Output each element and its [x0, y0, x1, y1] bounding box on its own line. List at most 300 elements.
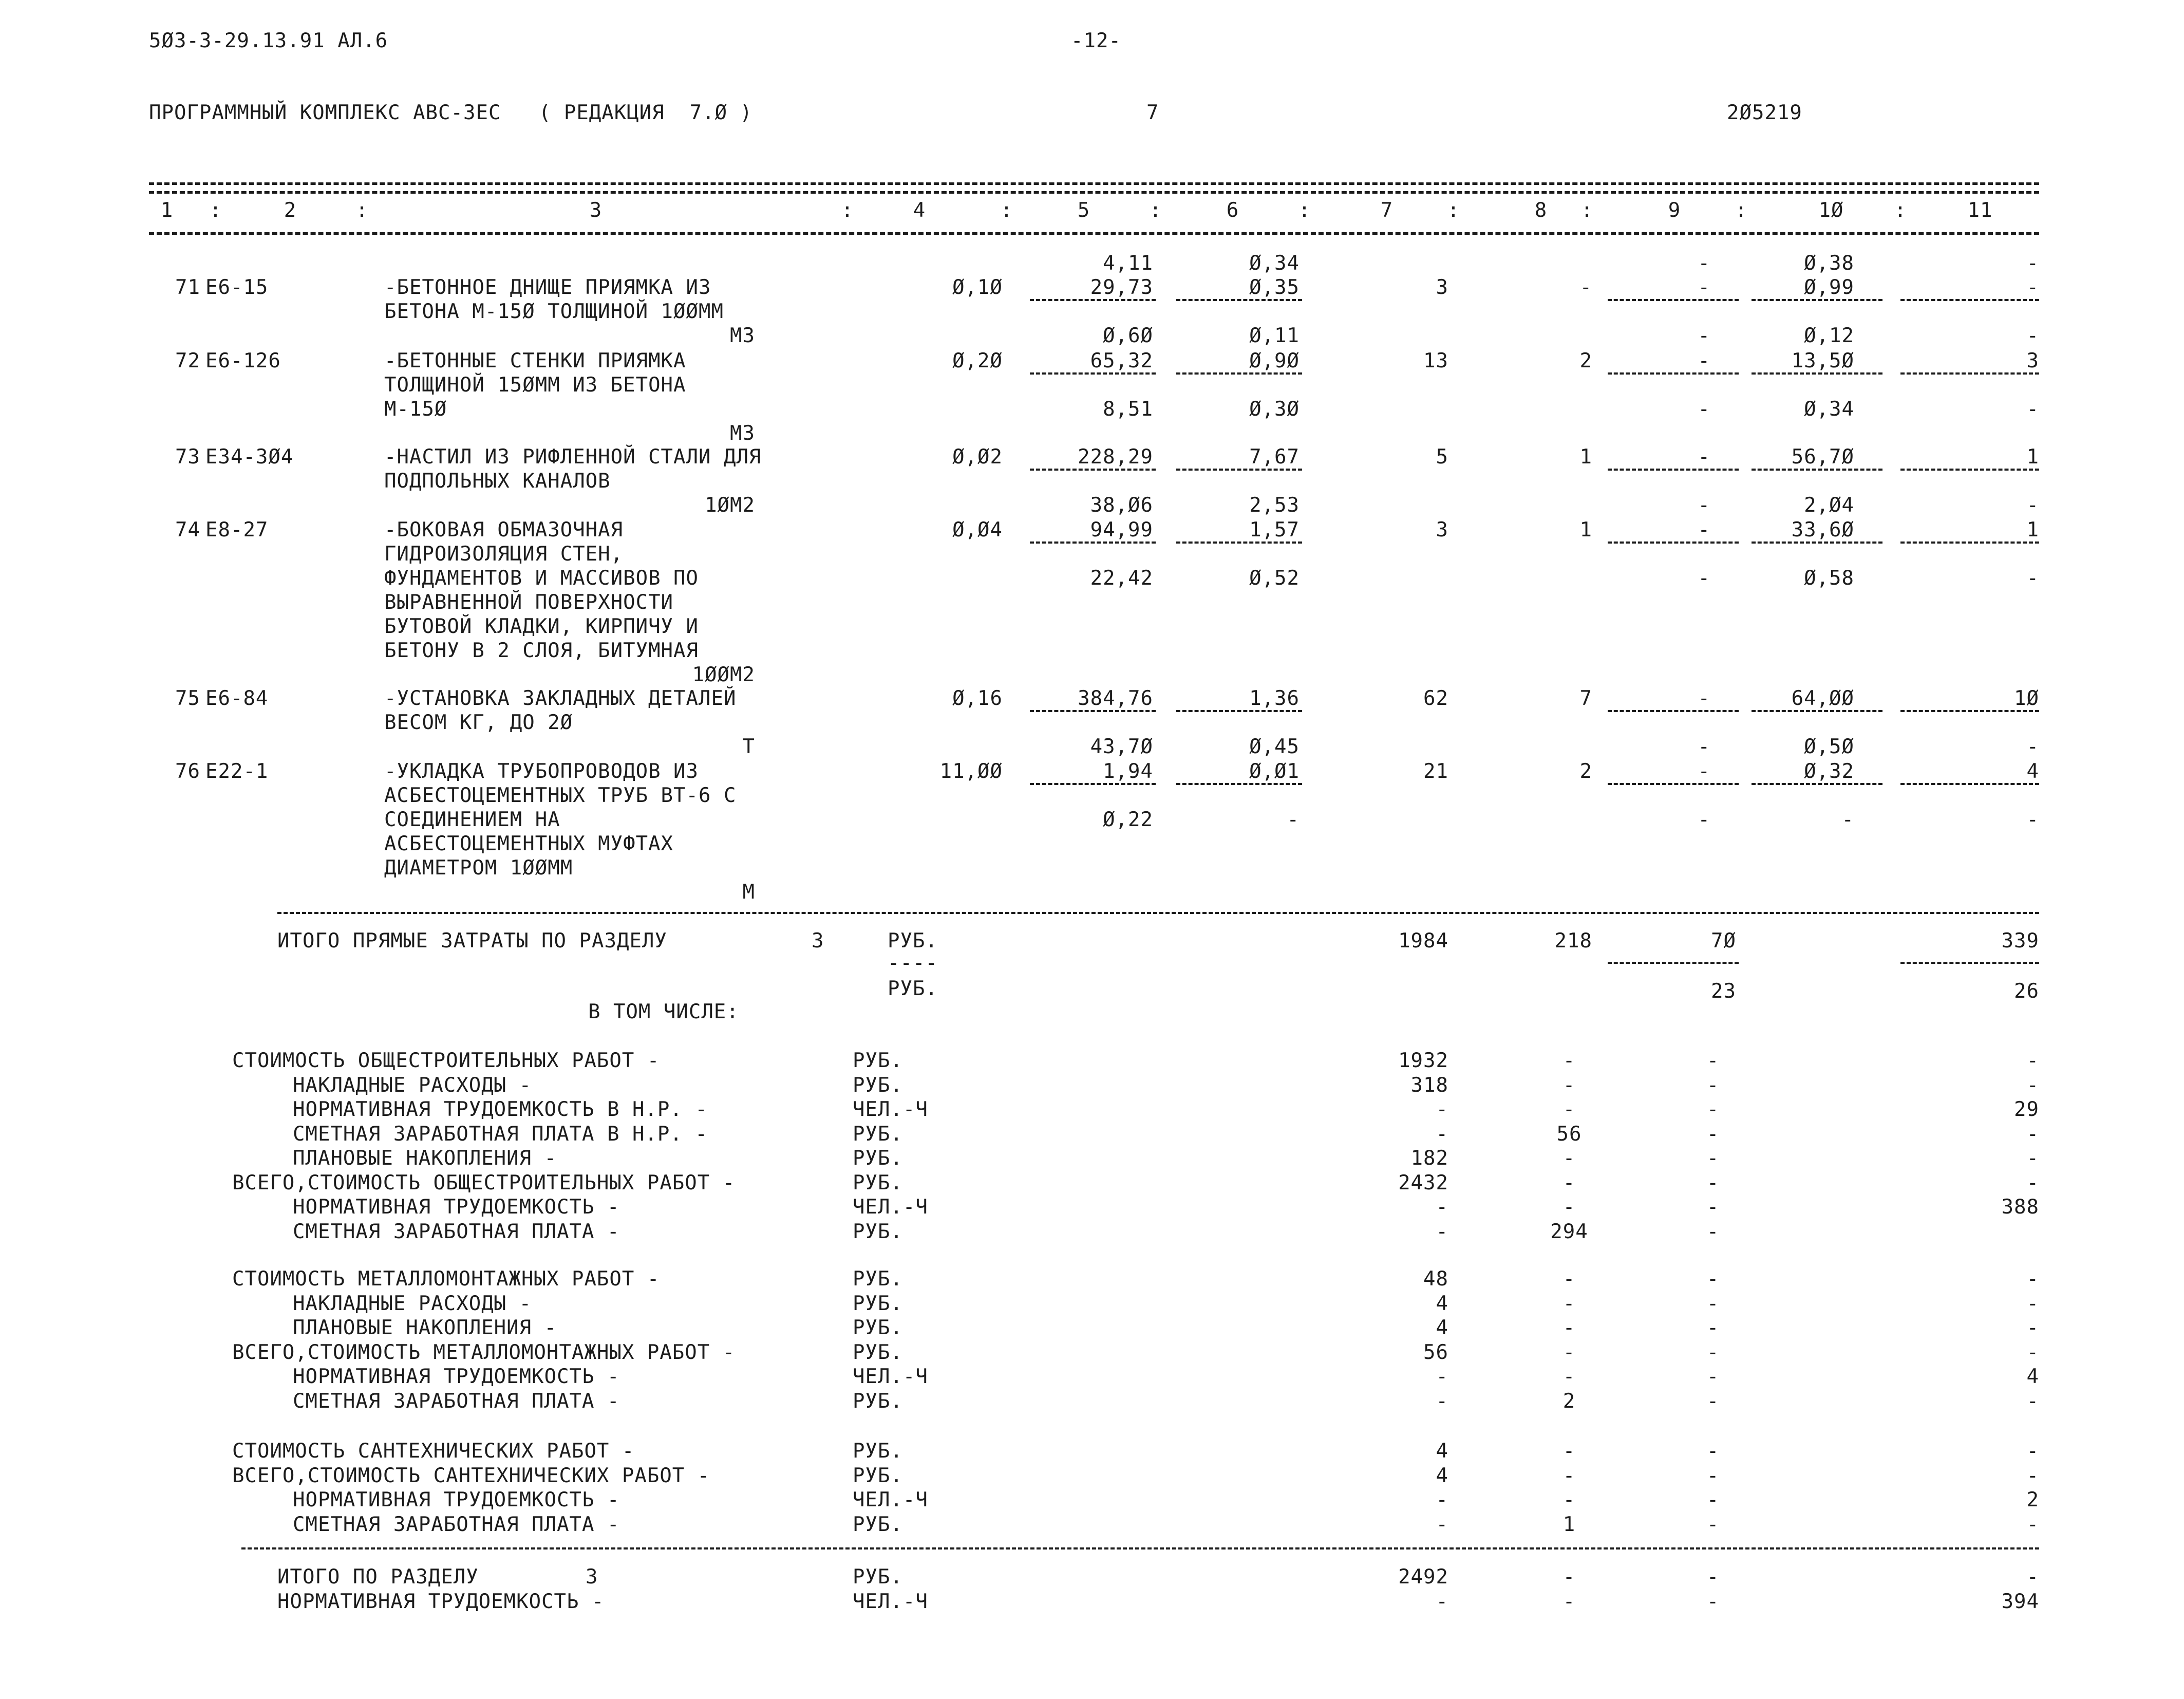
summary-col7: - — [1436, 1098, 1448, 1121]
item-71-code: Е6-15 — [205, 276, 269, 299]
summary-label: ПЛАНОВЫЕ НАКОПЛЕНИЯ - — [293, 1316, 557, 1339]
direct-total-col9-bottom: 23 — [1711, 980, 1736, 1003]
summary-unit: ЧЕЛ.-Ч — [853, 1488, 928, 1511]
summary-col9: - — [1706, 1196, 1720, 1219]
document-id: 5Ø3-3-29.13.91 АЛ.6 — [149, 29, 388, 52]
direct-total-unit-dash: ---- — [888, 951, 938, 975]
item-72-col9-rule — [1608, 372, 1739, 375]
item-74-number: 74 — [175, 518, 200, 542]
summary-label: НОРМАТИВНАЯ ТРУДОЕМКОСТЬ В Н.Р. - — [293, 1098, 708, 1121]
item-71-desc-line: -БЕТОННОЕ ДНИЩЕ ПРИЯМКА ИЗ — [384, 276, 711, 299]
summary-unit: ЧЕЛ.-Ч — [853, 1098, 928, 1121]
direct-total-col9-rule — [1608, 962, 1739, 964]
summary-label: СТОИМОСТЬ МЕТАЛЛОМОНТАЖНЫХ РАБОТ - — [232, 1267, 660, 1291]
item-72-col9: - — [1698, 349, 1710, 372]
summary-col8: - — [1562, 1340, 1576, 1364]
summary-col7: - — [1436, 1513, 1448, 1536]
sheet-number: 7 — [1146, 101, 1159, 124]
summary-col8: - — [1562, 1316, 1576, 1339]
item-72-desc-line: -БЕТОННЫЕ СТЕНКИ ПРИЯМКА — [384, 349, 686, 372]
item-73-desc-line: ПОДПОЛЬНЫХ КАНАЛОВ — [384, 470, 611, 493]
item-74-desc-line: БЕТОНУ В 2 СЛОЯ, БИТУМНАЯ — [384, 639, 699, 662]
item-71-col11-bottom: - — [2026, 324, 2039, 347]
item-73-col6-rule — [1176, 469, 1302, 471]
item-75-col7: 62 — [1423, 687, 1448, 710]
summary-col9: - — [1706, 1464, 1720, 1487]
item-71-col11: - — [2026, 276, 2039, 299]
item-73-col11-bottom: - — [2026, 494, 2039, 517]
table-top-rule — [149, 182, 2039, 185]
item-74-col11-bottom: - — [2026, 567, 2039, 590]
section-total-col11: 394 — [2001, 1590, 2039, 1613]
item-72-col8: 2 — [1579, 349, 1592, 372]
item-71-col6-bottom: Ø,11 — [1249, 324, 1300, 347]
item-72-col10: 13,5Ø — [1791, 349, 1854, 372]
direct-total-unit: РУБ. — [888, 929, 938, 953]
item-71-col5: 29,73 — [1090, 276, 1153, 299]
item-71-col11-rule — [1900, 299, 2039, 301]
item-76-code: Е22-1 — [205, 760, 269, 783]
summary-col9: - — [1706, 1171, 1720, 1194]
summary-label: СМЕТНАЯ ЗАРАБОТНАЯ ПЛАТА - — [293, 1389, 620, 1413]
item-76-col5: 1,94 — [1103, 760, 1153, 783]
summary-col7: 48 — [1423, 1267, 1448, 1291]
item-73-quantity: Ø,Ø2 — [952, 445, 1003, 469]
summary-col11: 29 — [2014, 1098, 2039, 1121]
item-74-desc-line: -БОКОВАЯ ОБМАЗОЧНАЯ — [384, 518, 624, 542]
item-72-desc-line: М-15Ø — [384, 398, 447, 421]
summary-col8: - — [1562, 1267, 1576, 1291]
item-75-number: 75 — [175, 687, 200, 710]
item-71-col9-rule — [1608, 299, 1739, 301]
summary-unit: РУБ. — [853, 1464, 903, 1487]
item-72-col5-rule — [1030, 372, 1156, 375]
summary-label: СМЕТНАЯ ЗАРАБОТНАЯ ПЛАТА В Н.Р. - — [293, 1122, 708, 1146]
summary-col8: - — [1562, 1365, 1576, 1388]
direct-total-section: 3 — [812, 929, 824, 953]
summary-unit: ЧЕЛ.-Ч — [853, 1365, 928, 1388]
summary-col7: - — [1436, 1389, 1448, 1413]
summary-col9: - — [1706, 1147, 1720, 1170]
item-76-col8: 2 — [1579, 760, 1592, 783]
item-71-col9-bottom: - — [1698, 324, 1710, 347]
summary-unit: ЧЕЛ.-Ч — [853, 1196, 928, 1219]
item-72-col6-rule — [1176, 372, 1302, 375]
item-75-desc-line: -УСТАНОВКА ЗАКЛАДНЫХ ДЕТАЛЕЙ — [384, 687, 737, 710]
header-col-18: 1Ø — [1818, 199, 1844, 222]
item-73-col10-rule — [1752, 469, 1882, 471]
summary-col11: - — [2026, 1267, 2039, 1291]
item-76-desc-line: ДИАМЕТРОМ 1ØØММ — [384, 856, 573, 880]
section-total-col8: - — [1562, 1565, 1576, 1589]
header-col-14: 8 — [1534, 199, 1548, 222]
summary-label: СТОИМОСТЬ ОБЩЕСТРОИТЕЛЬНЫХ РАБОТ - — [232, 1049, 660, 1072]
summary-col11: - — [2026, 1464, 2039, 1487]
item-76-col9: - — [1698, 760, 1710, 783]
item-75-quantity: Ø,16 — [952, 687, 1003, 710]
summary-unit: РУБ. — [853, 1513, 903, 1536]
summary-col8: - — [1562, 1464, 1576, 1487]
item-73-col8: 1 — [1579, 445, 1592, 469]
item-74-col6-bottom: Ø,52 — [1249, 567, 1300, 590]
summary-col7: 4 — [1436, 1440, 1448, 1463]
page-number: -12- — [1071, 29, 1121, 52]
item-71-col7: 3 — [1436, 276, 1448, 299]
item-74-col5-bottom: 22,42 — [1090, 567, 1153, 590]
section-total-col9: - — [1706, 1565, 1720, 1589]
item-76-col6-bottom: - — [1287, 808, 1300, 831]
item-73-col5: 228,29 — [1078, 445, 1153, 469]
item-74-desc-line: БУТОВОЙ КЛАДКИ, КИРПИЧУ И — [384, 615, 699, 638]
summary-unit: РУБ. — [853, 1171, 903, 1194]
summary-col7: 1932 — [1398, 1049, 1448, 1072]
item-75-col9: - — [1698, 687, 1710, 710]
section-total-col9: - — [1706, 1590, 1720, 1613]
summary-label: СМЕТНАЯ ЗАРАБОТНАЯ ПЛАТА - — [293, 1220, 620, 1243]
item-76-col11: 4 — [2026, 760, 2039, 783]
header-col-19: : — [1894, 199, 1907, 222]
summary-col7: 182 — [1410, 1147, 1448, 1170]
item-73-col5-rule — [1030, 469, 1156, 471]
item-73-col7: 5 — [1436, 445, 1448, 469]
item-74-quantity: Ø,Ø4 — [952, 518, 1003, 542]
summary-label: СМЕТНАЯ ЗАРАБОТНАЯ ПЛАТА - — [293, 1513, 620, 1536]
item-74-col8: 1 — [1579, 518, 1592, 542]
summary-col9: - — [1706, 1098, 1720, 1121]
summary-unit: РУБ. — [853, 1292, 903, 1315]
summary-col11: - — [2026, 1122, 2039, 1146]
summary-col11: - — [2026, 1073, 2039, 1097]
item-75-col11: 1Ø — [2014, 687, 2039, 710]
header-col-1: : — [209, 199, 222, 222]
item-74-col10: 33,6Ø — [1791, 518, 1854, 542]
summary-unit: РУБ. — [853, 1389, 903, 1413]
item-73-col9-rule — [1608, 469, 1739, 471]
summary-col7: - — [1436, 1220, 1448, 1243]
item-72-quantity: Ø,2Ø — [952, 349, 1003, 372]
header-col-16: 9 — [1668, 199, 1681, 222]
item-71-col6-rule — [1176, 299, 1302, 301]
summary-col7: - — [1436, 1122, 1448, 1146]
item-76-col5-rule — [1030, 783, 1156, 785]
item-76-desc-line: АСБЕСТОЦЕМЕНТНЫХ МУФТАХ — [384, 832, 674, 855]
summary-col11: - — [2026, 1147, 2039, 1170]
summary-label: ВСЕГО,СТОИМОСТЬ МЕТАЛЛОМОНТАЖНЫХ РАБОТ - — [232, 1340, 736, 1364]
summary-col8: - — [1562, 1098, 1576, 1121]
item-71-col10: Ø,99 — [1804, 276, 1854, 299]
item-72-desc-line: ТОЛЩИНОЙ 15ØММ ИЗ БЕТОНА — [384, 374, 686, 397]
item-74-col11-rule — [1900, 542, 2039, 544]
summary-col9: - — [1706, 1316, 1720, 1339]
summary-col11: - — [2026, 1171, 2039, 1194]
item-72-col5-bottom: 8,51 — [1103, 398, 1153, 421]
estimate-code: 2Ø5219 — [1727, 101, 1802, 124]
item-73-unit: 1ØМ2 — [705, 494, 755, 517]
item-75-col9-bottom: - — [1698, 735, 1710, 758]
section-total-col7: - — [1436, 1590, 1448, 1613]
section-total-col7: 2492 — [1398, 1565, 1448, 1589]
header-col-10: 6 — [1226, 199, 1239, 222]
item-74-col10-rule — [1752, 542, 1882, 544]
summary-label: ПЛАНОВЫЕ НАКОПЛЕНИЯ - — [293, 1147, 557, 1170]
summary-col11: - — [2026, 1440, 2039, 1463]
item-76-unit: М — [742, 881, 755, 904]
summary-unit: РУБ. — [853, 1220, 903, 1243]
summary-unit: РУБ. — [853, 1340, 903, 1364]
item-75-col10-bottom: Ø,5Ø — [1804, 735, 1854, 758]
item-76-col10: Ø,32 — [1804, 760, 1854, 783]
section-total-col11: - — [2026, 1565, 2039, 1589]
item-71-col5-bottom: Ø,6Ø — [1103, 324, 1153, 347]
item-73-desc-line: -НАСТИЛ ИЗ РИФЛЕННОЙ СТАЛИ ДЛЯ — [384, 445, 762, 469]
summary-col9: - — [1706, 1340, 1720, 1364]
header-col-2: 2 — [284, 199, 297, 222]
item-76-col9-rule — [1608, 783, 1739, 785]
summary-col7: 4 — [1436, 1292, 1448, 1315]
item-73-number: 73 — [175, 445, 200, 469]
item-71-col9: - — [1698, 276, 1710, 299]
item-75-col8: 7 — [1579, 687, 1592, 710]
header-col-4: 3 — [589, 199, 603, 222]
item-72-col11: 3 — [2026, 349, 2039, 372]
item-72-unit: М3 — [730, 422, 755, 445]
item-76-desc-line: СОЕДИНЕНИЕМ НА — [384, 808, 560, 831]
item-74-desc-line: ФУНДАМЕНТОВ И МАССИВОВ ПО — [384, 567, 699, 590]
item-74-col9-rule — [1608, 542, 1739, 544]
header-col-3: : — [355, 199, 369, 222]
summary-col8: 2 — [1562, 1389, 1576, 1413]
item-71-col10-bottom: Ø,12 — [1804, 324, 1854, 347]
summary-col9: - — [1706, 1389, 1720, 1413]
item-74-unit: 1ØØМ2 — [692, 663, 755, 686]
item-73-col11-rule — [1900, 469, 2039, 471]
item-76-col6: Ø,Ø1 — [1249, 760, 1300, 783]
summary-col7: 4 — [1436, 1316, 1448, 1339]
summary-col11: 4 — [2026, 1365, 2039, 1388]
item-73-col11: 1 — [2026, 445, 2039, 469]
summary-col9: - — [1706, 1365, 1720, 1388]
item-71-col6: Ø,35 — [1249, 276, 1300, 299]
item-72-col10-bottom: Ø,34 — [1804, 398, 1854, 421]
header-col-7: : — [1000, 199, 1013, 222]
direct-total-col9: 7Ø — [1711, 929, 1736, 953]
item-71-col8: - — [1579, 276, 1592, 299]
summary-unit: РУБ. — [853, 1440, 903, 1463]
item-71-unit: М3 — [730, 324, 755, 347]
summary-col8: - — [1562, 1171, 1576, 1194]
item-72-col5: 65,32 — [1090, 349, 1153, 372]
summary-col7: 2432 — [1398, 1171, 1448, 1194]
item-74-col11: 1 — [2026, 518, 2039, 542]
summary-col11: - — [2026, 1513, 2039, 1536]
item-72-col7: 13 — [1423, 349, 1448, 372]
items-end-rule — [277, 912, 2039, 914]
item-75-col5-bottom: 43,7Ø — [1090, 735, 1153, 758]
item-74-col9-bottom: - — [1698, 567, 1710, 590]
program-title: ПРОГРАММНЫЙ КОМПЛЕКС АВС-ЗЕС ( РЕДАКЦИЯ 7.Ø ) — [149, 101, 753, 124]
summary-label: НАКЛАДНЫЕ РАСХОДЫ - — [293, 1073, 532, 1097]
header-col-6: 4 — [913, 199, 926, 222]
item-71-col11-top: - — [2026, 252, 2039, 275]
item-73-col10-bottom: 2,Ø4 — [1804, 494, 1854, 517]
item-71-number: 71 — [175, 276, 200, 299]
item-75-col5: 384,76 — [1078, 687, 1153, 710]
section-total-rule — [241, 1547, 2039, 1549]
item-73-col6-bottom: 2,53 — [1249, 494, 1300, 517]
summary-col7: - — [1436, 1365, 1448, 1388]
summary-col8: - — [1562, 1488, 1576, 1511]
item-72-col11-rule — [1900, 372, 2039, 375]
item-71-col10-top: Ø,38 — [1804, 252, 1854, 275]
summary-label: ВСЕГО,СТОИМОСТЬ САНТЕХНИЧЕСКИХ РАБОТ - — [232, 1464, 710, 1487]
header-col-13: : — [1447, 199, 1460, 222]
summary-unit: РУБ. — [853, 1267, 903, 1291]
summary-col11: 2 — [2026, 1488, 2039, 1511]
item-75-col11-bottom: - — [2026, 735, 2039, 758]
summary-col8: - — [1562, 1440, 1576, 1463]
header-col-20: 11 — [1967, 199, 1993, 222]
summary-unit: РУБ. — [853, 1049, 903, 1072]
item-74-col6: 1,57 — [1249, 518, 1300, 542]
header-col-12: 7 — [1380, 199, 1394, 222]
item-71-quantity: Ø,1Ø — [952, 276, 1003, 299]
item-73-col10: 56,7Ø — [1791, 445, 1854, 469]
item-75-col9-rule — [1608, 710, 1739, 712]
item-74-col5-rule — [1030, 542, 1156, 544]
item-75-col6-bottom: Ø,45 — [1249, 735, 1300, 758]
header-col-11: : — [1298, 199, 1311, 222]
summary-unit: РУБ. — [853, 1316, 903, 1339]
summary-label: СТОИМОСТЬ САНТЕХНИЧЕСКИХ РАБОТ - — [232, 1440, 635, 1463]
item-74-col7: 3 — [1436, 518, 1448, 542]
item-76-col11-rule — [1900, 783, 2039, 785]
item-72-code: Е6-126 — [205, 349, 281, 372]
item-74-desc-line: ГИДРОИЗОЛЯЦИЯ СТЕН, — [384, 543, 624, 566]
summary-label: ВСЕГО,СТОИМОСТЬ ОБЩЕСТРОИТЕЛЬНЫХ РАБОТ - — [232, 1171, 736, 1194]
item-75-desc-line: ВЕСОМ КГ, ДО 2Ø — [384, 711, 573, 734]
item-76-desc-line: -УКЛАДКА ТРУБОПРОВОДОВ ИЗ — [384, 760, 699, 783]
section-total-col8: - — [1562, 1590, 1576, 1613]
summary-col9: - — [1706, 1267, 1720, 1291]
section-total-unit: РУБ. — [853, 1565, 903, 1589]
item-73-code: Е34-3Ø4 — [205, 445, 294, 469]
item-75-code: Е6-84 — [205, 687, 269, 710]
summary-col9: - — [1706, 1122, 1720, 1146]
summary-col8: - — [1562, 1196, 1576, 1219]
direct-total-col11: 339 — [2001, 929, 2039, 953]
summary-col7: 4 — [1436, 1464, 1448, 1487]
item-72-col11-bottom: - — [2026, 398, 2039, 421]
summary-label: НОРМАТИВНАЯ ТРУДОЕМКОСТЬ - — [293, 1488, 620, 1511]
summary-col7: 318 — [1410, 1073, 1448, 1097]
direct-total-label: ИТОГО ПРЯМЫЕ ЗАТРАТЫ ПО РАЗДЕЛУ — [277, 929, 667, 953]
table-top-rule-2 — [149, 191, 2039, 194]
item-71-col5-top: 4,11 — [1103, 252, 1153, 275]
summary-col11: - — [2026, 1389, 2039, 1413]
item-71-col10-rule — [1752, 299, 1882, 301]
item-74-col6-rule — [1176, 542, 1302, 544]
summary-col9: - — [1706, 1440, 1720, 1463]
direct-total-col11-rule — [1900, 962, 2039, 964]
direct-total-col11-bottom: 26 — [2014, 980, 2039, 1003]
summary-col11: 388 — [2001, 1196, 2039, 1219]
summary-col11: - — [2026, 1292, 2039, 1315]
section-total-label: ИТОГО ПО РАЗДЕЛУ — [277, 1565, 479, 1589]
summary-unit: РУБ. — [853, 1147, 903, 1170]
direct-total-col8: 218 — [1554, 929, 1592, 953]
including-label: В ТОМ ЧИСЛЕ: — [588, 1000, 739, 1023]
item-74-col9: - — [1698, 518, 1710, 542]
summary-col8: 56 — [1556, 1122, 1582, 1146]
summary-col8: 1 — [1562, 1513, 1576, 1536]
summary-col8: - — [1562, 1292, 1576, 1315]
item-72-col9-bottom: - — [1698, 398, 1710, 421]
item-76-col7: 21 — [1423, 760, 1448, 783]
item-72-number: 72 — [175, 349, 200, 372]
header-col-8: 5 — [1077, 199, 1090, 222]
item-72-col10-rule — [1752, 372, 1882, 375]
summary-col8: - — [1562, 1073, 1576, 1097]
section-total-label: НОРМАТИВНАЯ ТРУДОЕМКОСТЬ - — [277, 1590, 605, 1613]
summary-col9: - — [1706, 1049, 1720, 1072]
item-75-col6-rule — [1176, 710, 1302, 712]
item-73-col5-bottom: 38,Ø6 — [1090, 494, 1153, 517]
summary-label: НОРМАТИВНАЯ ТРУДОЕМКОСТЬ - — [293, 1365, 620, 1388]
summary-col11: - — [2026, 1049, 2039, 1072]
item-73-col9-bottom: - — [1698, 494, 1710, 517]
summary-col9: - — [1706, 1488, 1720, 1511]
item-75-col10: 64,ØØ — [1791, 687, 1854, 710]
item-75-col5-rule — [1030, 710, 1156, 712]
item-71-desc-line: БЕТОНА М-15Ø ТОЛЩИНОЙ 1ØØММ — [384, 300, 724, 323]
item-75-unit: Т — [742, 735, 755, 758]
item-71-col5-rule — [1030, 299, 1156, 301]
item-74-desc-line: ВЫРАВНЕННОЙ ПОВЕРХНОСТИ — [384, 591, 674, 614]
summary-label: НОРМАТИВНАЯ ТРУДОЕМКОСТЬ - — [293, 1196, 620, 1219]
item-72-col6: Ø,9Ø — [1249, 349, 1300, 372]
item-75-col11-rule — [1900, 710, 2039, 712]
summary-col7: - — [1436, 1196, 1448, 1219]
item-76-desc-line: АСБЕСТОЦЕМЕНТНЫХ ТРУБ ВТ-6 С — [384, 784, 737, 807]
item-76-col9-bottom: - — [1698, 808, 1710, 831]
item-76-quantity: 11,ØØ — [939, 760, 1003, 783]
item-71-col6-top: Ø,34 — [1249, 252, 1300, 275]
header-col-15: : — [1580, 199, 1594, 222]
section-total-unit: ЧЕЛ.-Ч — [853, 1590, 928, 1613]
summary-unit: РУБ. — [853, 1122, 903, 1146]
header-col-17: : — [1735, 199, 1748, 222]
summary-col8: 294 — [1550, 1220, 1588, 1243]
item-76-col6-rule — [1176, 783, 1302, 785]
item-76-number: 76 — [175, 760, 200, 783]
item-73-col6: 7,67 — [1249, 445, 1300, 469]
header-col-5: : — [841, 199, 854, 222]
item-74-col10-bottom: Ø,58 — [1804, 567, 1854, 590]
item-74-code: Е8-27 — [205, 518, 269, 542]
item-76-col10-rule — [1752, 783, 1882, 785]
item-75-col10-rule — [1752, 710, 1882, 712]
summary-unit: РУБ. — [853, 1073, 903, 1097]
section-total-section: 3 — [586, 1565, 598, 1589]
item-72-col6-bottom: Ø,3Ø — [1249, 398, 1300, 421]
direct-total-col7: 1984 — [1398, 929, 1448, 953]
summary-col8: - — [1562, 1147, 1576, 1170]
header-col-0: 1 — [160, 199, 174, 222]
item-75-col6: 1,36 — [1249, 687, 1300, 710]
item-76-col10-bottom: - — [1841, 808, 1854, 831]
summary-col9: - — [1706, 1073, 1720, 1097]
item-71-col9-top: - — [1698, 252, 1710, 275]
